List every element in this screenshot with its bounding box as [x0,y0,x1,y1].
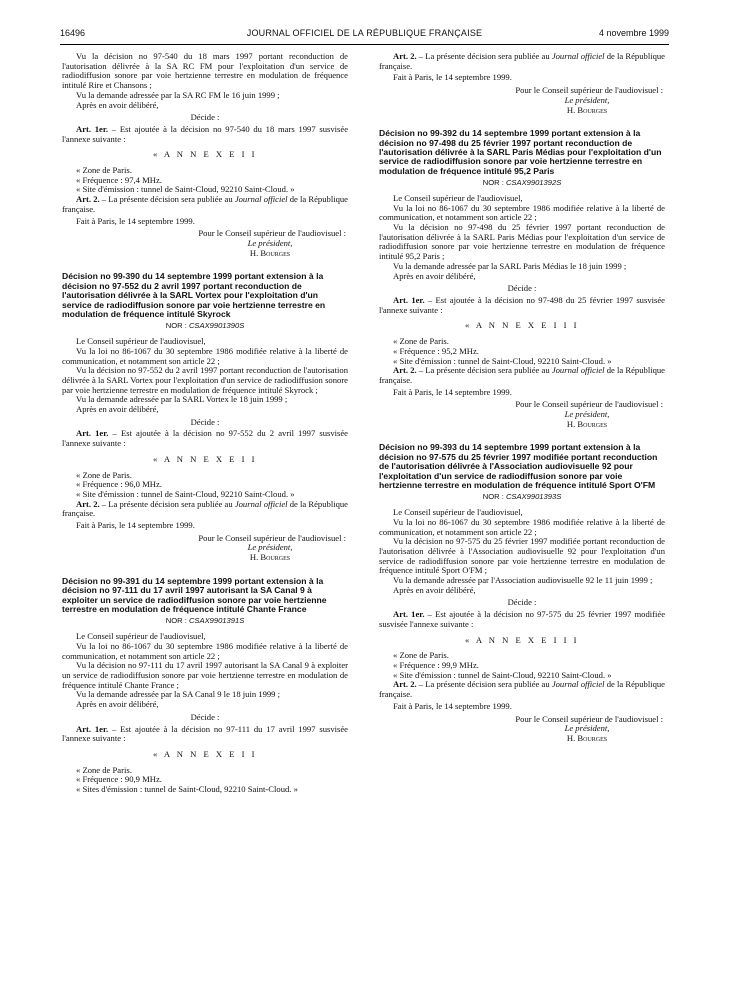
apres-deliberation: Après en avoir délibéré, [393,584,476,595]
article-1: Art. 1er. – Est ajoutée à la décision no 97-111 du 17 avril 1997 susvisée l'annexe suivante : [62,723,348,744]
annexe-zone: « Zone de Paris. [76,165,132,176]
annexe-frequence: « Fréquence : 99,9 MHz. [393,660,479,670]
vu-loi: Vu la loi no 86-1067 du 30 septembre 1986 modifiée relative à la liberté de communication, et notamment son article 22 ; [379,202,665,223]
decision-title: Décision no 99-391 du 14 septembre 1999 portant extension à la décision no 97-111 du 17 avril 1997 autorisant la SA Canal 9 à exploiter un service de radiodiffusion sonore par voie hertzienne terrestre en modulation de fréquence intitulé Chante France [62,575,327,615]
vu-decision: Vu la décision no 97-552 du 2 avril 1997 portant reconduction de l'autorisation délivrée à la SARL Vortex pour l'exploitation d'un service de radiodiffusion sonore par voie hertzienne terrestre en modulation de fréquence intitulé Skyrock ; [62,365,348,395]
article-2-label: Art. 2. [76,194,100,205]
annexe-zone: « Zone de Paris. [76,764,132,775]
decide-label: Décide : [190,112,220,123]
vu-demande: Vu la demande adressée par la SA Canal 9 le 18 juin 1999 ; [76,689,281,700]
decision-title: Décision no 99-392 du 14 septembre 1999 portant extension à la décision no 97-498 du 25 février 1997 portant reconduction de l'autorisation délivrée à la SARL Paris Médias pour l'exploitation d'un service de radiodiffusion sonore par voie hertzienne terrestre en modulation de fréquence intitulé 95,2 Paris [379,128,662,176]
article-1: Art. 1er. – Est ajoutée à la décision no 97-498 du 25 février 1997 susvisée l'annexe suivante : [379,294,665,315]
decide-label: Décide : [507,597,537,608]
vu-decision: Vu la décision no 97-498 du 25 février 1997 portant reconduction de l'autorisation délivrée à la SARL Paris Médias pour l'exploitation d'un service de radiodiffusion sonore par voie hertzienne terrestre en modulation de fréquence intitulé 95,2 Paris ; [379,222,665,262]
vu-demande: Vu la demande adressée par la SARL Paris Médias le 18 juin 1999 ; [393,260,627,271]
signature-president: Le président, [564,409,610,420]
left-column [62,52,348,795]
signature-president: Le président, [564,94,610,105]
vu-decision: Vu la décision no 97-575 du 25 février 1997 modifiée portant reconduction de l'autorisation délivrée à l'Association audiovisuelle 92 pour l'exploitation d'un service de radiodiffusion sonore par voie hertzienne terrestre en modulation de fréquence intitulé Sport O'FM ; [379,536,665,576]
decide-label: Décide : [190,711,220,722]
apres-deliberation: Après en avoir délibéré, [76,404,159,415]
vu-demande: Vu la demande adressée par la SARL Vortex le 18 juin 1999 ; [76,394,288,405]
article-2: Art. 2. – La présente décision sera publiée au Journal officiel de la République française. [379,679,665,700]
conseil-line: Le Conseil supérieur de l'audiovisuel, [393,192,523,203]
annexe-heading: « A N N E X E I I [152,748,258,759]
right-column [379,52,665,744]
conseil-line: Le Conseil supérieur de l'audiovisuel, [76,631,206,642]
annexe-heading: « A N N E X E I I [152,453,258,464]
signature-name: H. Bourges [566,732,608,743]
fait-a-paris: Fait à Paris, le 14 septembre 1999. [393,700,512,711]
article-2: Art. 2. – La présente décision sera publiée au Journal officiel de la République française. [62,498,348,519]
article-1 [62,125,348,144]
vu-loi: Vu la loi no 86-1067 du 30 septembre 1986 modifiée relative à la liberté de communication, et notamment son article 22 ; [62,345,348,366]
annexe-heading: « A N N E X E I I [152,149,258,160]
vu-loi: Vu la loi no 86-1067 du 30 septembre 1986 modifiée relative à la liberté de communication, et notamment son article 22 ; [379,516,665,537]
signature-name: H. Bourges [566,104,608,115]
annexe-zone: « Zone de Paris. [76,469,132,480]
annexe-site: « Site d'émission : tunnel de Saint-Cloud, 92210 Saint-Cloud. » [76,184,295,195]
decide-label: Décide : [190,416,220,427]
article-1-label: Art. 1er. [76,123,109,134]
fait-a-paris: Fait à Paris, le 14 septembre 1999. [76,215,195,226]
annexe-frequence: « Fréquence : 96,0 MHz. [76,479,162,490]
article-2: Art. 2. – La présente décision sera publiée au Journal officiel de la République française. [62,194,348,214]
journal-title: JOURNAL OFFICIEL DE LA RÉPUBLIQUE FRANÇAISE [246,28,483,38]
nor-code: CSAX9901393S [505,492,562,502]
page-header [60,28,669,42]
signature-pour-conseil: Pour le Conseil supérieur de l'audiovisuel : [198,228,346,239]
annexe-site: « Sites d'émission : tunnel de Saint-Cloud, 92210 Saint-Cloud. » [76,784,298,795]
annexe-frequence: « Fréquence : 90,9 MHz. [76,774,162,785]
article-1: Art. 1er. – Est ajoutée à la décision no 97-552 du 2 avril 1997 susvisée l'annexe suivante : [62,428,348,449]
signature-name: H. Bourges [566,418,608,429]
annexe-site: « Site d'émission : tunnel de Saint-Cloud, 92210 Saint-Cloud. » [393,669,612,680]
nor-reference: NOR : CSAX9901393S [482,492,562,502]
decision-99-392 [379,129,665,429]
nor-code: CSAX9901391S [188,616,245,626]
signature-name: H. Bourges [249,247,291,258]
annexe-zone: « Zone de Paris. [393,650,449,661]
header-rule [60,44,669,45]
fait-a-paris: Fait à Paris, le 14 septembre 1999. [76,520,195,531]
article-2: Art. 2. – La présente décision sera publiée au Journal officiel de la République française. [379,365,665,385]
apres-deliberation: Après en avoir délibéré, [76,99,159,110]
decision-title: Décision no 99-390 du 14 septembre 1999 portant extension à la décision no 97-552 du 2 avril 1997 portant reconduction de l'autorisation délivrée à la SARL Vortex pour l'exploitation d'un service de radiodiffusion sonore par voie hertzienne terrestre en modulation de fréquence intitulé Skyrock [62,271,326,319]
signature-name: H. Bourges [249,552,291,563]
decision-rire-et-chansons [62,52,348,258]
signature-pour-conseil: Pour le Conseil supérieur de l'audiovisuel : [515,399,663,410]
article-1-text: – Est ajoutée à la décision no 97-540 du 18 mars 1997 susvisée l'annexe suivante : [62,123,349,144]
vu-decision: Vu la décision no 97-111 du 17 avril 1997 autorisant la SA Canal 9 à exploiter un service de radiodiffusion sonore par voie hertzienne terrestre en modulation de fréquence intitulé Chante France ; [62,660,348,690]
annexe-site: « Site d'émission : tunnel de Saint-Cloud, 92210 Saint-Cloud. » [76,488,295,499]
nor-reference: NOR : CSAX9901391S [165,616,245,626]
annexe-frequence: « Fréquence : 95,2 MHz. [393,345,479,356]
vu-decision: Vu la décision no 97-540 du 18 mars 1997 portant reconduction de l'autorisation délivrée à la SA RC FM pour l'exploitation d'un service de radiodiffusion sonore par voie hertzienne terrestre en modulation de fréquence intitulé Rire et Chansons ; [62,51,348,91]
issue-date: 4 novembre 1999 [598,28,669,38]
conseil-line: Le Conseil supérieur de l'audiovisuel, [76,336,206,347]
nor-reference: NOR : CSAX9901392S [482,178,562,188]
article-1: Art. 1er. – Est ajoutée à la décision no 97-575 du 25 février 1997 modifiée susvisée l'annexe suivante : [379,609,666,629]
annexe-site: « Site d'émission : tunnel de Saint-Cloud, 92210 Saint-Cloud. » [393,355,612,366]
decision-99-393 [379,443,665,743]
article-2: Art. 2. – La présente décision sera publiée au Journal officiel de la République française. [379,51,665,71]
signature-president: Le président, [247,237,293,248]
annexe-frequence: « Fréquence : 97,4 MHz. [76,174,162,185]
signature-president: Le président, [564,723,610,734]
decision-99-390 [62,272,348,563]
signature-pour-conseil: Pour le Conseil supérieur de l'audiovisuel : [515,85,663,96]
annexe-heading: « A N N E X E I I I [464,634,580,645]
signature-president: Le président, [247,542,293,553]
nor-code: CSAX9901392S [505,178,562,188]
fait-a-paris: Fait à Paris, le 14 septembre 1999. [393,386,512,397]
decision-99-391-continued [379,52,665,115]
decide-label: Décide : [507,283,537,294]
journal-officiel-ref: Journal officiel [234,194,288,205]
vu-loi: Vu la loi no 86-1067 du 30 septembre 1986 modifiée relative à la liberté de communication, et notamment son article 22 ; [62,640,348,661]
nor-reference: NOR : CSAX9901390S [165,321,245,331]
decision-99-391 [62,577,348,795]
apres-deliberation: Après en avoir délibéré, [76,699,159,710]
annexe-heading: « A N N E X E I I I [464,320,580,331]
decision-title: Décision no 99-393 du 14 septembre 1999 portant extension à la décision no 97-575 du 25 février 1997 modifiée portant reconduction de l'autorisation délivrée à l'Association audiovisuelle 92 pour l'exploitation d'un service de radiodiffusion sonore par voie hertzienne terrestre en modulation de fréquence intitulé Sport O'FM [379,442,658,491]
signature-pour-conseil: Pour le Conseil supérieur de l'audiovisuel : [515,713,663,724]
signature-pour-conseil: Pour le Conseil supérieur de l'audiovisuel : [198,532,346,543]
page-number: 16496 [60,28,86,38]
annexe-zone: « Zone de Paris. [393,336,449,347]
vu-demande: Vu la demande adressée par l'Association audiovisuelle 92 le 11 juin 1999 ; [393,575,653,586]
conseil-line: Le Conseil supérieur de l'audiovisuel, [393,507,523,518]
fait-a-paris: Fait à Paris, le 14 septembre 1999. [393,72,512,83]
apres-deliberation: Après en avoir délibéré, [393,270,476,281]
nor-code: CSAX9901390S [188,321,245,331]
vu-demande: Vu la demande adressée par la SA RC FM le 16 juin 1999 ; [76,89,280,100]
